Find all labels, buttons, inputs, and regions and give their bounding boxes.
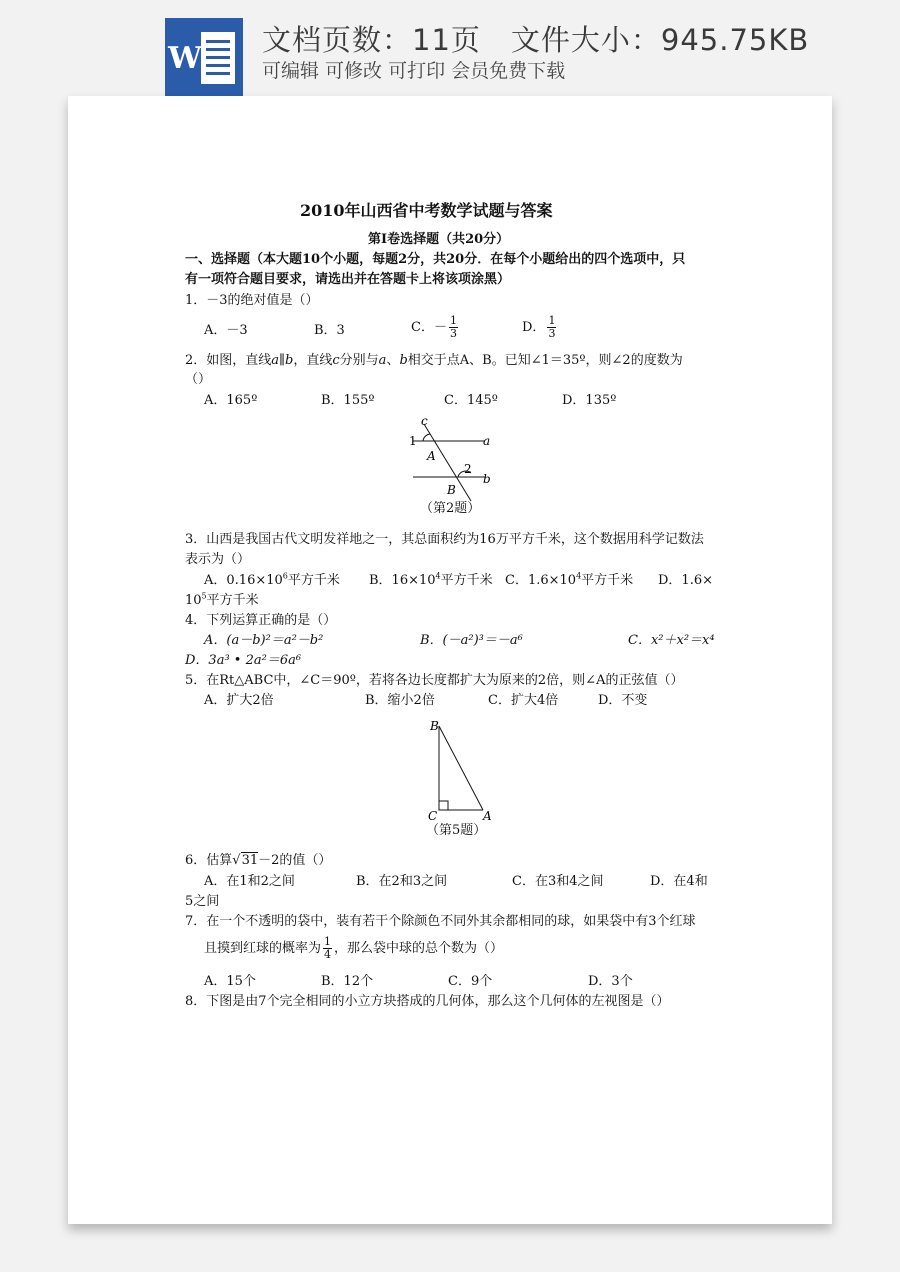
q1-stem: 1．－3的绝对值是（） xyxy=(185,293,319,308)
q2-option-c: C．145º xyxy=(444,393,498,408)
q5-stem: 5．在Rt△ABC中，∠C＝90º，若将各边长度都扩大为原来的2倍，则∠A的正弦值（） xyxy=(185,673,684,688)
q3-a-unit: 平方千米 xyxy=(287,573,340,588)
q3-b-base: B．16×10 xyxy=(369,573,436,588)
q5-right-angle-mark xyxy=(439,801,448,810)
q4-option-b: B．(－a²)³＝－a⁶ xyxy=(420,633,523,648)
q7-stem-suffix: ，那么袋中球的总个数为（） xyxy=(334,941,504,957)
q7-option-b: B．12个 xyxy=(321,974,374,989)
q2-label-1: 1 xyxy=(409,434,417,448)
q6-option-c: C．在3和4之间 xyxy=(512,874,604,889)
q5-figure xyxy=(423,716,503,826)
q2-label-2: 2 xyxy=(464,462,472,476)
section-title: 第Ⅰ卷选择题（共20分） xyxy=(368,232,510,247)
q5-figure-caption: （第5题） xyxy=(426,823,487,838)
q6-stem-suffix: －2的值（） xyxy=(258,853,332,868)
q3-b-exponent: 4 xyxy=(435,571,441,581)
q6-option-b: B．在2和3之间 xyxy=(356,874,448,889)
q3-a-base: A．0.16×10 xyxy=(204,573,283,588)
q2-stem-line-a: a xyxy=(378,353,387,368)
q2-label-a: a xyxy=(483,434,491,448)
header-banner xyxy=(0,0,900,100)
q2-stem-part-d: 分别与 xyxy=(339,353,379,368)
q1-d-denominator: 3 xyxy=(548,327,556,341)
q3-c-exponent: 4 xyxy=(576,571,582,581)
q7-denominator: 4 xyxy=(324,948,332,962)
q4-option-c: C．x²＋x²＝x⁴ xyxy=(628,633,715,648)
q3-stem-line2: 表示为（） xyxy=(185,552,251,567)
q1-option-a: A．－3 xyxy=(204,323,248,338)
q3-c-unit: 平方千米 xyxy=(581,573,634,588)
q1-c-denominator: 3 xyxy=(449,327,457,341)
q2-label-A: A xyxy=(427,449,436,463)
q1-option-b: B．3 xyxy=(314,323,345,338)
q1-option-d xyxy=(522,315,558,340)
q3-d-unit: 平方千米 xyxy=(206,593,259,608)
q2-label-B: B xyxy=(447,483,456,497)
q6-radicand: 31 xyxy=(241,853,259,868)
q2-stem-part-h: 相交于点A、B。已知∠1＝35º，则∠2的度数为 xyxy=(407,353,683,368)
q2-stem-part-f: 、 xyxy=(386,353,400,368)
q5-option-d: D．不变 xyxy=(598,693,648,708)
q2-stem-line-c: c xyxy=(332,353,340,368)
document-info-subtitle: 可编辑 可修改 可打印 会员免费下载 xyxy=(262,60,566,82)
q3-option-b xyxy=(369,573,493,589)
q5-option-a: A．扩大2倍 xyxy=(204,693,274,708)
q3-a-exponent: 6 xyxy=(282,571,288,581)
q4-stem: 4．下列运算正确的是（） xyxy=(185,613,337,628)
q2-figure-caption: （第2题） xyxy=(420,501,481,516)
q5-label-B: B xyxy=(430,719,439,733)
document-page xyxy=(68,96,832,1224)
q2-option-b: B．155º xyxy=(321,393,375,408)
q2-label-c: c xyxy=(421,414,428,428)
q3-d-exponent: 5 xyxy=(201,591,207,601)
q2-stem-part-b: ，直线 xyxy=(293,353,333,368)
q6-option-a: A．在1和2之间 xyxy=(204,874,295,889)
q8-stem: 8．下图是由7个完全相同的小立方块搭成的几何体，那么这个几何体的左视图是（） xyxy=(185,994,670,1009)
q6-stem-prefix: 6．估算 xyxy=(185,853,233,868)
q3-d-base: 10 xyxy=(185,593,202,608)
word-document-icon xyxy=(165,18,243,96)
q1-d-numerator: 1 xyxy=(548,314,556,327)
q3-option-d-cont xyxy=(185,593,259,609)
q5-label-C: C xyxy=(428,809,438,823)
q2-stem-line-b: b xyxy=(399,353,408,368)
q2-stem-line2: （） xyxy=(185,372,212,387)
q2-option-a: A．165º xyxy=(204,393,258,408)
q4-option-d: D．3a³ • 2a²＝6a⁶ xyxy=(185,653,302,668)
part1-instructions-line2: 有一项符合题目要求，请选出并在答题卡上将该项涂黑） xyxy=(185,272,511,287)
q7-probability-fraction xyxy=(323,936,332,961)
part1-instructions-line1: 一、选择题（本大题10个小题，每题2分，共20分．在每个小题给出的四个选项中，只 xyxy=(185,252,686,267)
q7-stem-line2 xyxy=(204,936,503,961)
q2-stem-parallel: a∥b xyxy=(271,353,294,368)
q2-label-b: b xyxy=(483,472,491,486)
q2-stem-part-a: 2．如图，直线 xyxy=(185,353,272,368)
q3-option-a xyxy=(204,573,340,589)
q7-option-d: D．3个 xyxy=(588,974,633,989)
q6-stem: 6．估算√31－2的值（） xyxy=(185,853,332,868)
q5-label-A: A xyxy=(483,809,492,823)
document-info-title: 文档页数：11页 文件大小：945.75KB xyxy=(262,23,810,57)
q6-option-d-cont: 5之间 xyxy=(185,894,220,909)
q3-option-c xyxy=(505,573,633,589)
word-icon-letter: W xyxy=(168,41,202,76)
q3-b-unit: 平方千米 xyxy=(440,573,493,588)
q7-option-a: A．15个 xyxy=(204,974,256,989)
q4-option-a: A．(a－b)²＝a²－b² xyxy=(204,633,324,648)
q3-option-d: D．1.6× xyxy=(658,573,713,588)
q1-option-d-fraction xyxy=(547,315,556,340)
q5-option-b: B．缩小2倍 xyxy=(365,693,435,708)
q1-option-c xyxy=(411,315,460,340)
q6-option-d: D．在4和 xyxy=(650,874,708,889)
q1-option-c-prefix: C．－ xyxy=(411,320,447,336)
q3-stem-line1: 3．山西是我国古代文明发祥地之一，其总面积约为16万平方千米，这个数据用科学记数法 xyxy=(185,532,704,547)
q2-angle1-arc xyxy=(423,434,430,441)
q2-stem-line1 xyxy=(185,353,683,369)
q1-option-c-fraction xyxy=(449,315,458,340)
q5-option-c: C．扩大4倍 xyxy=(488,693,559,708)
q7-numerator: 1 xyxy=(324,935,332,948)
q1-option-d-prefix: D． xyxy=(522,320,546,336)
q1-c-numerator: 1 xyxy=(449,314,457,327)
q2-option-d: D．135º xyxy=(562,393,617,408)
q7-stem-line1: 7．在一个不透明的袋中，装有若干个除颜色不同外其余都相同的球，如果袋中有3个红球 xyxy=(185,914,696,929)
document-title: 2010年山西省中考数学试题与答案 xyxy=(300,201,553,220)
q5-side-ab xyxy=(439,726,483,810)
q3-c-base: C．1.6×10 xyxy=(505,573,577,588)
q7-stem-prefix: 且摸到红球的概率为 xyxy=(204,941,322,957)
q7-option-c: C．9个 xyxy=(448,974,493,989)
